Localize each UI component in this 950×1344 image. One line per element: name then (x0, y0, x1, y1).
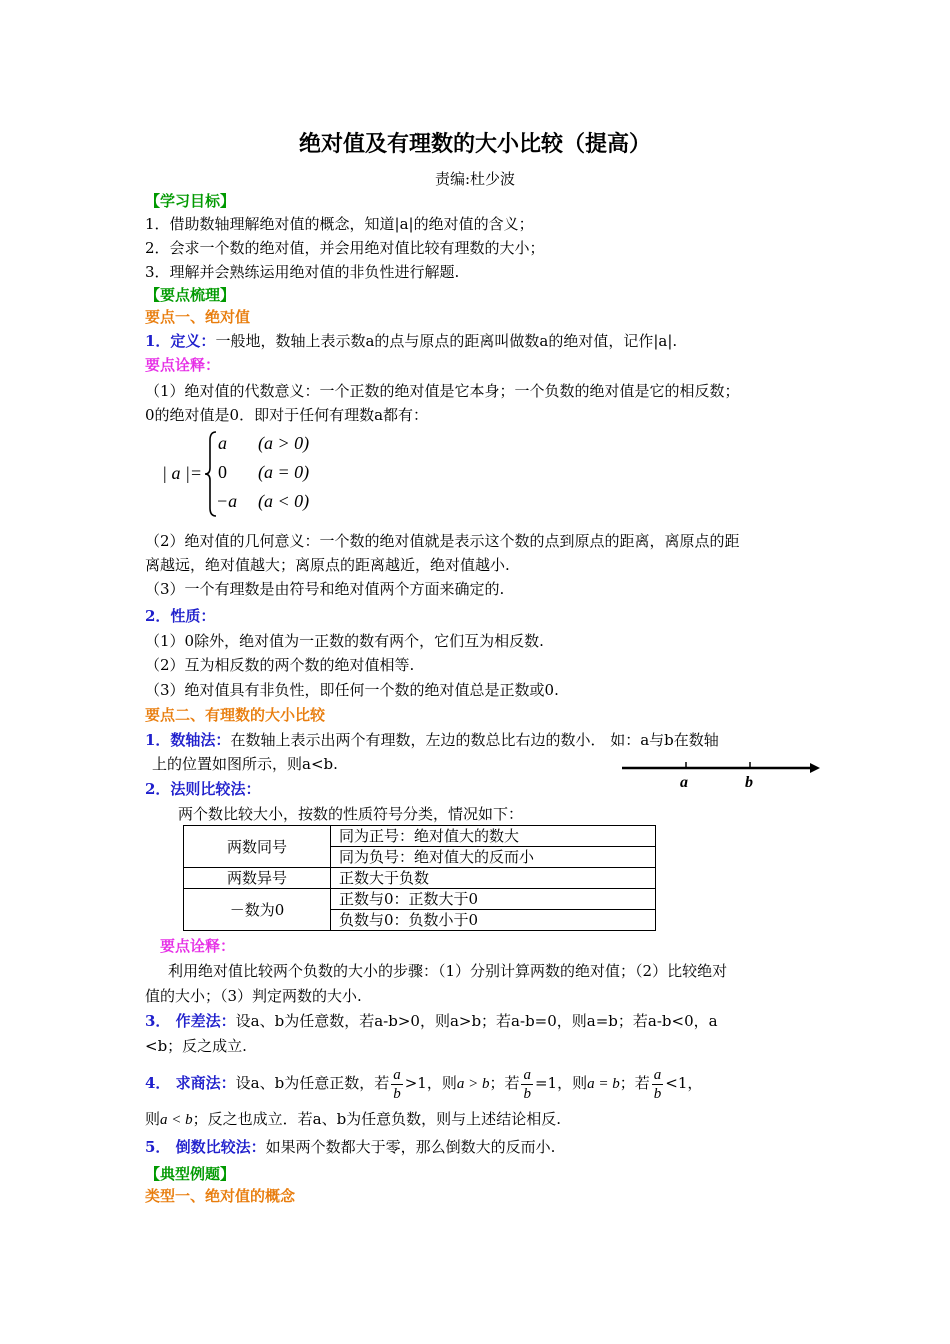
method4-text: >1，则 (404, 1074, 457, 1092)
table-cell: 同为负号：绝对值大的反而小 (331, 847, 656, 868)
method2-intro: 两个数比较大小，按数的性质符号分类，情况如下： (178, 805, 524, 823)
points-heading: 【要点梳理】 (145, 286, 236, 304)
fraction-denominator: b (393, 1085, 401, 1102)
method4-math: a < b (160, 1112, 193, 1128)
fraction-numerator: a (523, 1066, 531, 1083)
note-text: （1）绝对值的代数意义：一个正数的绝对值是它本身；一个负数的绝对值是它的相反数； (145, 382, 740, 400)
method3-text: <b；反之成立. (145, 1037, 247, 1055)
method2-label: 2．法则比较法： (145, 780, 261, 798)
method1-text: 上的位置如图所示，则a<b. (152, 755, 338, 773)
property-label: 2．性质： (145, 607, 216, 625)
examples-heading: 【典型例题】 (145, 1165, 236, 1183)
method4-text: =1，则 (534, 1074, 588, 1092)
fraction (652, 1066, 664, 1103)
method5-text: 如果两个数都大于零，那么倒数大的反而小. (265, 1138, 556, 1156)
method4-math: a > b (456, 1076, 490, 1092)
fraction (521, 1066, 533, 1103)
method4-text: 设a、b为任意正数，若 (235, 1074, 390, 1092)
table-row (184, 868, 656, 889)
formula-lhs: | a |= (162, 463, 203, 483)
note-text: （3）一个有理数是由符号和绝对值两个方面来确定的. (145, 580, 505, 598)
method1-line (145, 729, 719, 751)
axis-point-b: b (745, 774, 753, 791)
goals-heading: 【学习目标】 (145, 192, 236, 210)
goal-item: 2．会求一个数的绝对值，并会用绝对值比较有理数的大小； (145, 239, 545, 257)
table-cell: －数为0 (184, 889, 331, 931)
method4-text: 则 (145, 1110, 161, 1128)
definition-line (145, 330, 677, 352)
property-item: （2）互为相反数的两个数的绝对值相等. (145, 656, 415, 674)
type1-heading: 类型一、绝对值的概念 (145, 1187, 296, 1205)
fraction-numerator: a (393, 1066, 401, 1083)
note-label: 要点诠释： (145, 356, 221, 374)
table-cell: 正数与0：正数大于0 (331, 889, 656, 910)
method5-line (145, 1136, 555, 1158)
fraction-denominator: b (653, 1085, 662, 1102)
definition-text: 一般地，数轴上表示数a的点与原点的距离叫做数a的绝对值，记作|a|. (215, 332, 678, 350)
property-item: （1）0除外，绝对值为一正数的数有两个，它们互为相反数. (145, 632, 544, 650)
method4-text: ；若 (489, 1074, 520, 1092)
case-value: −a (216, 491, 238, 511)
case-condition: (a > 0) (258, 433, 310, 453)
table-cell: 正数大于负数 (331, 868, 656, 889)
note-text: 离越远，绝对值越大；离原点的距离越近，绝对值越小. (145, 556, 510, 574)
editor-line: 责编:杜少波 (434, 170, 516, 188)
method3-line (145, 1010, 718, 1032)
fraction (391, 1066, 403, 1103)
note-label: 要点诠释： (160, 937, 236, 955)
method4-line (145, 1063, 702, 1104)
fraction-numerator: a (653, 1066, 662, 1083)
note-text: （2）绝对值的几何意义：一个数的绝对值就是表示这个数的点到原点的距离，离原点的距 (145, 532, 740, 550)
table-row (184, 889, 656, 910)
method4-text: ；反之也成立．若a、b为任意负数，则与上述结论相反. (192, 1110, 561, 1128)
table-cell: 两数异号 (184, 868, 331, 889)
method5-label: 5． 倒数比较法： (145, 1138, 266, 1156)
table-cell: 同为正号：绝对值大的数大 (331, 826, 656, 847)
property-item: （3）绝对值具有非负性，即任何一个数的绝对值总是正数或0. (145, 681, 559, 699)
number-line-diagram (620, 758, 822, 794)
piecewise-formula (160, 428, 360, 520)
method1-text: 在数轴上表示出两个有理数，左边的数总比右边的数小． 如：a与b在数轴 (230, 731, 719, 749)
method1-label: 1．数轴法： (145, 731, 231, 749)
method3-label: 3． 作差法： (145, 1012, 236, 1030)
table-cell: 负数与0：负数小于0 (331, 910, 656, 931)
method4-line2 (145, 1108, 561, 1131)
method3-text: 设a、b为任意数，若a-b>0，则a>b；若a-b=0，则a=b；若a-b<0，a (235, 1012, 718, 1030)
case-condition: (a < 0) (258, 491, 310, 511)
goal-item: 1．借助数轴理解绝对值的概念，知道|a|的绝对值的含义； (145, 215, 534, 233)
table-cell: 两数同号 (184, 826, 331, 868)
table-row (184, 826, 656, 847)
axis-point-a: a (680, 774, 688, 791)
case-value: 0 (218, 462, 227, 482)
method4-text: <1， (665, 1074, 703, 1092)
page-title: 绝对值及有理数的大小比较（提高） (298, 131, 651, 157)
point2-heading: 要点二、有理数的大小比较 (145, 706, 326, 724)
point1-heading: 要点一、绝对值 (145, 308, 251, 326)
note-text: 0的绝对值是0．即对于任何有理数a都有： (145, 406, 429, 424)
note-text: 利用绝对值比较两个负数的大小的步骤：（1）分别计算两数的绝对值；（2）比较绝对 (168, 962, 728, 980)
fraction-denominator: b (523, 1085, 531, 1102)
comparison-table (183, 825, 656, 931)
method4-label: 4． 求商法： (145, 1074, 236, 1092)
method4-math: a = b (587, 1076, 620, 1092)
case-condition: (a = 0) (258, 462, 310, 482)
goal-item: 3．理解并会熟练运用绝对值的非负性进行解题. (145, 263, 460, 281)
definition-label: 1．定义： (145, 332, 216, 350)
case-value: a (218, 433, 227, 453)
method4-text: ；若 (619, 1074, 650, 1092)
note-text: 值的大小；（3）判定两数的大小. (145, 987, 362, 1005)
